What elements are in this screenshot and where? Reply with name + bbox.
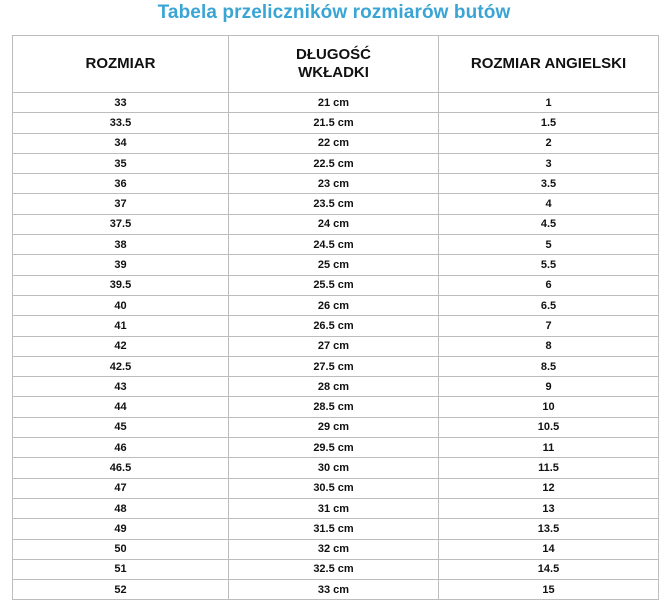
cell-uk-size: 5 (439, 235, 659, 255)
cell-insole-length: 23 cm (229, 174, 439, 194)
cell-uk-size: 12 (439, 478, 659, 498)
cell-uk-size: 6.5 (439, 295, 659, 315)
cell-uk-size: 10.5 (439, 417, 659, 437)
cell-size: 39 (13, 255, 229, 275)
cell-uk-size: 4 (439, 194, 659, 214)
cell-insole-length: 29.5 cm (229, 438, 439, 458)
cell-size: 50 (13, 539, 229, 559)
cell-size: 47 (13, 478, 229, 498)
cell-size: 48 (13, 498, 229, 518)
cell-uk-size: 8 (439, 336, 659, 356)
cell-size: 35 (13, 153, 229, 173)
table-row (13, 174, 659, 194)
table-row (13, 295, 659, 315)
cell-size: 36 (13, 174, 229, 194)
cell-size: 39.5 (13, 275, 229, 295)
header-label: ROZMIAR (85, 55, 156, 72)
cell-insole-length: 23.5 cm (229, 194, 439, 214)
table-row (13, 438, 659, 458)
table-row (13, 93, 659, 113)
table-row (13, 559, 659, 579)
table-row (13, 498, 659, 518)
cell-uk-size: 11 (439, 438, 659, 458)
cell-size: 37.5 (13, 214, 229, 234)
cell-uk-size: 10 (439, 397, 659, 417)
cell-uk-size: 14 (439, 539, 659, 559)
cell-insole-length: 32 cm (229, 539, 439, 559)
cell-uk-size: 15 (439, 580, 659, 600)
table-row (13, 214, 659, 234)
cell-insole-length: 21.5 cm (229, 113, 439, 133)
cell-size: 38 (13, 235, 229, 255)
cell-insole-length: 33 cm (229, 580, 439, 600)
cell-size: 43 (13, 377, 229, 397)
table-row (13, 417, 659, 437)
cell-size: 42.5 (13, 356, 229, 376)
table-row (13, 275, 659, 295)
cell-size: 46.5 (13, 458, 229, 478)
table-row (13, 235, 659, 255)
cell-size: 49 (13, 519, 229, 539)
table-row (13, 397, 659, 417)
header-label: DŁUGOŚĆ WKŁADKI (296, 46, 371, 81)
cell-insole-length: 27 cm (229, 336, 439, 356)
cell-size: 46 (13, 438, 229, 458)
table-row (13, 336, 659, 356)
table-row (13, 580, 659, 600)
cell-insole-length: 32.5 cm (229, 559, 439, 579)
table-row (13, 377, 659, 397)
cell-uk-size: 8.5 (439, 356, 659, 376)
table-row (13, 356, 659, 376)
cell-uk-size: 3 (439, 153, 659, 173)
cell-insole-length: 29 cm (229, 417, 439, 437)
cell-uk-size: 3.5 (439, 174, 659, 194)
table-row (13, 153, 659, 173)
cell-insole-length: 31.5 cm (229, 519, 439, 539)
cell-insole-length: 30 cm (229, 458, 439, 478)
cell-insole-length: 24.5 cm (229, 235, 439, 255)
cell-size: 33 (13, 93, 229, 113)
cell-insole-length: 26.5 cm (229, 316, 439, 336)
cell-size: 40 (13, 295, 229, 315)
cell-uk-size: 13.5 (439, 519, 659, 539)
table-row (13, 133, 659, 153)
cell-uk-size: 2 (439, 133, 659, 153)
table-row (13, 519, 659, 539)
table-header-row (13, 36, 659, 93)
cell-uk-size: 9 (439, 377, 659, 397)
cell-insole-length: 28.5 cm (229, 397, 439, 417)
table-row (13, 539, 659, 559)
table-row (13, 478, 659, 498)
cell-insole-length: 21 cm (229, 93, 439, 113)
cell-insole-length: 30.5 cm (229, 478, 439, 498)
cell-uk-size: 7 (439, 316, 659, 336)
cell-size: 45 (13, 417, 229, 437)
cell-uk-size: 6 (439, 275, 659, 295)
cell-size: 41 (13, 316, 229, 336)
page-title: Tabela przeliczników rozmiarów butów (157, 2, 511, 23)
cell-insole-length: 26 cm (229, 295, 439, 315)
cell-size: 33.5 (13, 113, 229, 133)
header-cell-size (13, 36, 229, 93)
table-row (13, 194, 659, 214)
cell-insole-length: 25 cm (229, 255, 439, 275)
cell-size: 42 (13, 336, 229, 356)
cell-uk-size: 1.5 (439, 113, 659, 133)
header-label: ROZMIAR ANGIELSKI (470, 55, 627, 72)
cell-insole-length: 25.5 cm (229, 275, 439, 295)
cell-uk-size: 11.5 (439, 458, 659, 478)
table-row (13, 255, 659, 275)
cell-uk-size: 4.5 (439, 214, 659, 234)
table-row (13, 113, 659, 133)
cell-size: 52 (13, 580, 229, 600)
shoe-size-table (12, 35, 659, 600)
cell-uk-size: 14.5 (439, 559, 659, 579)
cell-insole-length: 31 cm (229, 498, 439, 518)
header-cell-insole-length (229, 36, 439, 93)
cell-insole-length: 22 cm (229, 133, 439, 153)
header-cell-uk-size (439, 36, 659, 93)
cell-uk-size: 13 (439, 498, 659, 518)
cell-size: 44 (13, 397, 229, 417)
cell-insole-length: 22.5 cm (229, 153, 439, 173)
table-row (13, 458, 659, 478)
cell-insole-length: 27.5 cm (229, 356, 439, 376)
table-row (13, 316, 659, 336)
cell-uk-size: 1 (439, 93, 659, 113)
table-body (13, 93, 659, 600)
cell-insole-length: 28 cm (229, 377, 439, 397)
cell-insole-length: 24 cm (229, 214, 439, 234)
cell-size: 34 (13, 133, 229, 153)
cell-size: 37 (13, 194, 229, 214)
cell-uk-size: 5.5 (439, 255, 659, 275)
cell-size: 51 (13, 559, 229, 579)
